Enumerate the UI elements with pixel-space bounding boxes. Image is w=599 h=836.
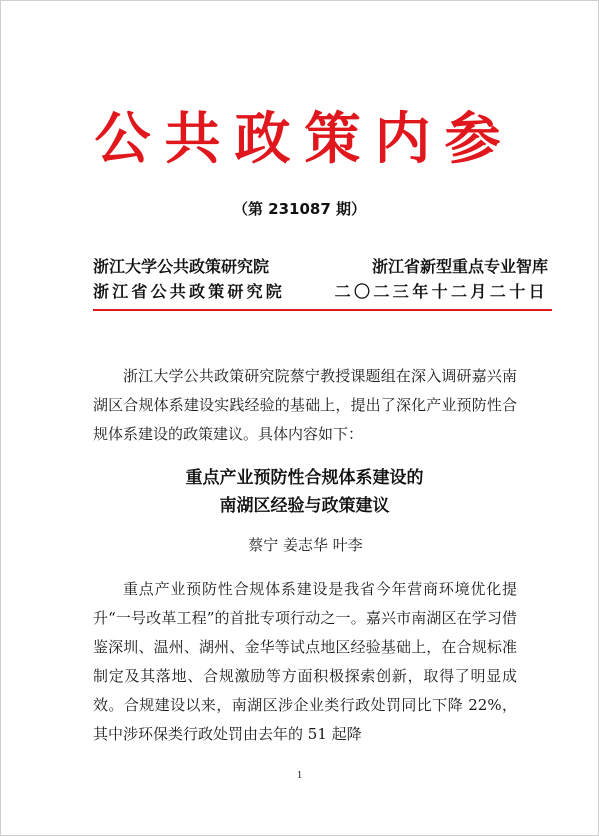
page-number: 1 xyxy=(296,769,303,781)
issue-date: 二〇二三年十二月二十日 xyxy=(334,282,548,301)
org-name-secondary: 浙江省公共政策研究院 xyxy=(93,282,286,301)
intro-paragraph: 浙江大学公共政策研究院蔡宁教授课题组在深入调研嘉兴南湖区合规体系建设实践经验的基础上，提出了深化产业预防性合规体系建设的政策建议。具体内容如下： xyxy=(93,367,517,443)
header-divider xyxy=(93,309,552,311)
masthead-title: 公共政策内参 xyxy=(94,106,515,172)
issue-number: （第 231087 期） xyxy=(232,200,367,218)
article-title-line-1: 重点产业预防性合规体系建设的 xyxy=(185,468,424,488)
think-tank-label: 浙江省新型重点专业智库 xyxy=(371,257,548,276)
article-authors: 蔡宁 姜志华 叶李 xyxy=(248,536,363,554)
article-title-line-2: 南湖区经验与政策建议 xyxy=(219,496,390,516)
org-name-primary: 浙江大学公共政策研究院 xyxy=(93,257,270,276)
body-paragraph: 重点产业预防性合规体系建设是我省今年营商环境优化提升“一号改革工程”的首批专项行动之一。嘉兴市南湖区在学习借鉴深圳、温州、湖州、金华等试点地区经验基础上，在合规标准制定及其落地、合规激励等方面积极探索创新，取得了明显成效。合规建设以来，南湖区涉企业类行政处罚同比下降 22%，其中涉环保类行政处罚由去年的 51 起降 xyxy=(93,580,517,743)
